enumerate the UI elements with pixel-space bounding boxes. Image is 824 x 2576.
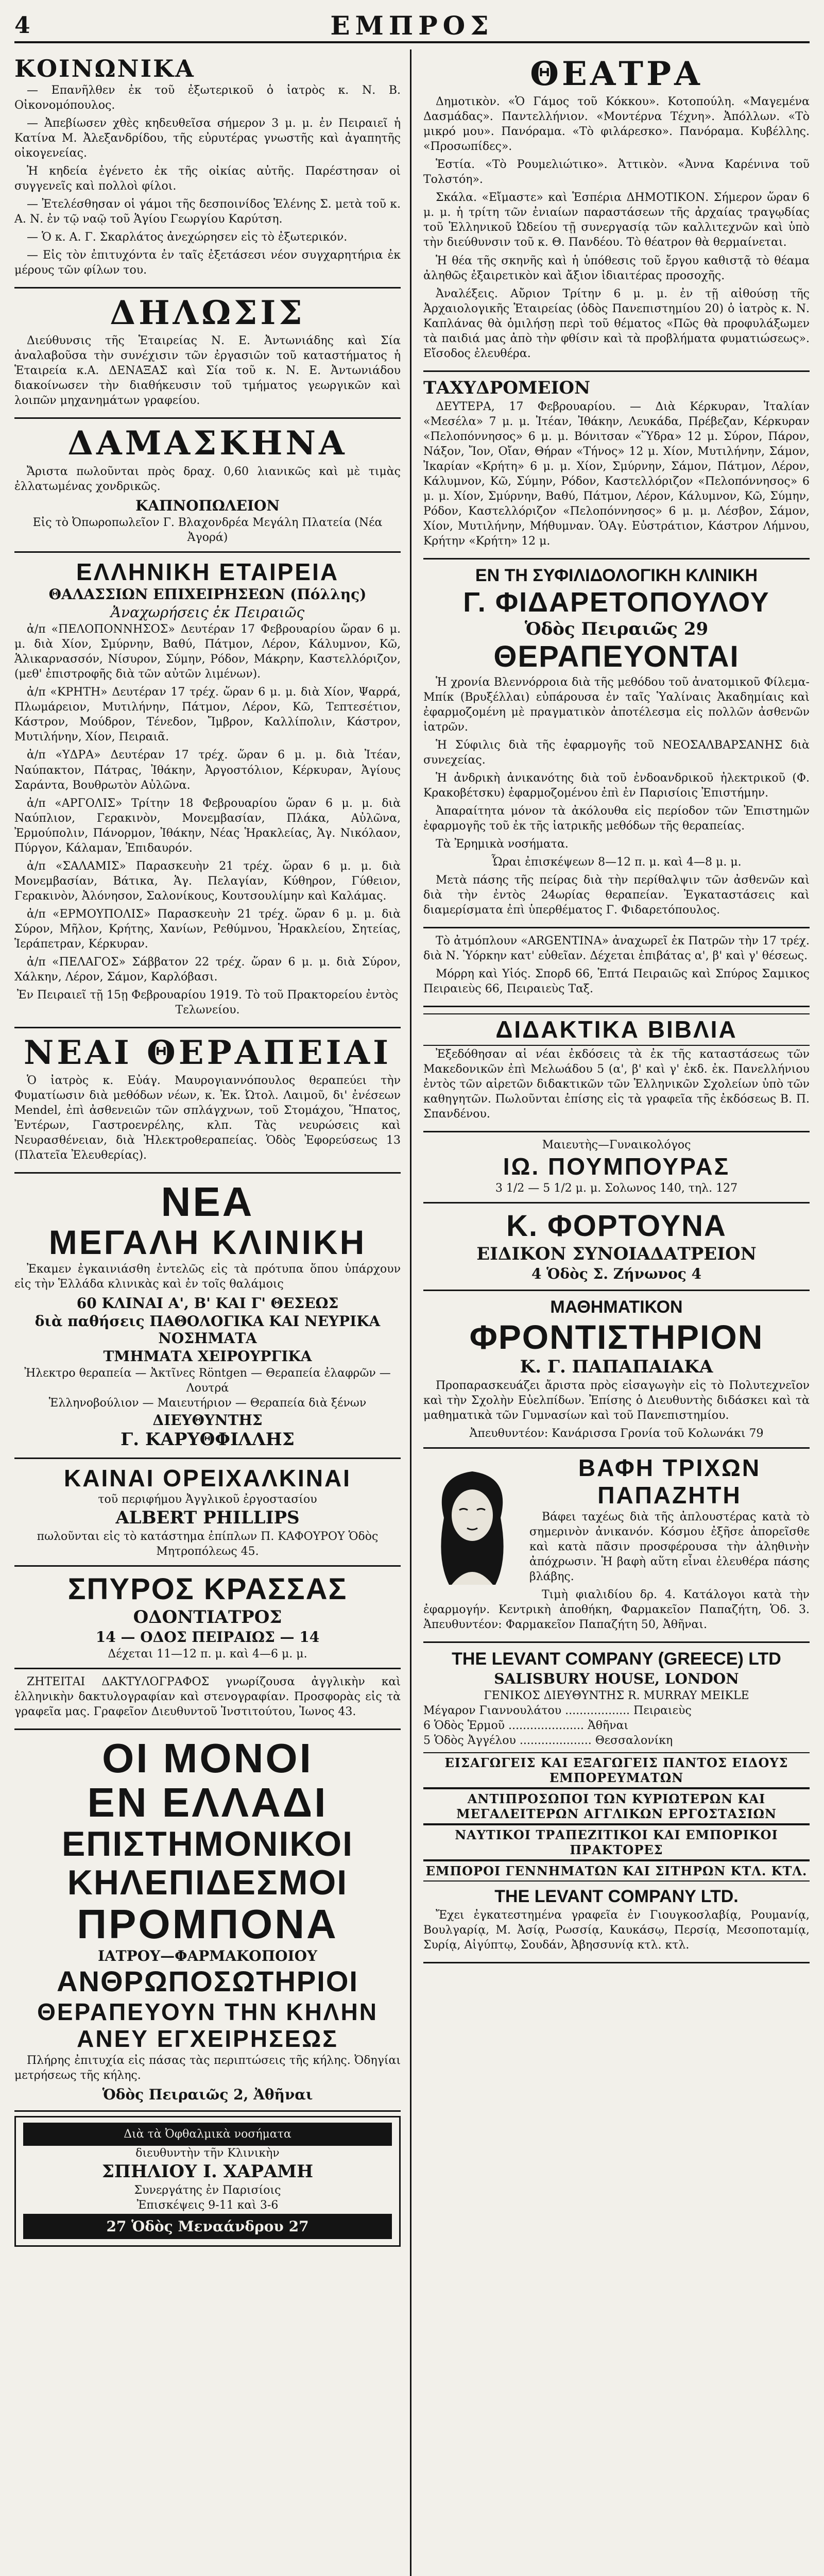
etaireia-title: ΕΛΛΗΝΙΚΗ ΕΤΑΙΡΕΙΑ	[76, 558, 339, 585]
levant-line3: ΝΑΥΤΙΚΟΙ ΤΡΑΠΕΖΙΤΙΚΟΙ ΚΑΙ ΕΜΠΟΡΙΚΟΙ ΠΡΑΚΤΟΡΕΣ	[423, 1824, 810, 1860]
promponas-no-surgery: ΑΝΕΥ ΕΓΧΕΙΡΗΣΕΩΣ	[77, 2025, 338, 2053]
poumpouras-hours: 3 1/2 — 5 1/2 μ. μ. Σολωνος 140, τηλ. 127	[495, 1181, 738, 1195]
kliniki-ad	[14, 1174, 401, 1459]
taxydromeion-title: ΤΑΧΥΔΡΟΜΕΙΟΝ	[423, 377, 591, 398]
levant-text: Ἔχει ἐγκατεστημένα γραφεῖα ἐν Γιουγκοσλαβίᾳ, Ρουμανίᾳ, Βουλγαρίᾳ, Μ. Ἀσίᾳ, Ρωσσίᾳ, Καυκάσῳ, Περσίᾳ, Μεσοποταμίᾳ, Συρίᾳ, Αἰγύπτῳ, Σουδάν, Ἀβησσυνίᾳ κτλ. κτλ.	[423, 1909, 810, 1952]
etaireia-note: Ἐν Πειραιεῖ τῇ 15ῃ Φεβρουαρίου 1919. Τὸ τοῦ Πρακτορείου ἐντὸς Τελωνείου.	[16, 988, 399, 1016]
koinonika-para: Ἡ κηδεία ἐγένετο ἐκ τῆς οἰκίας αὐτῆς. Παρέστησαν οἱ συγγενεῖς καὶ πολλοὶ φίλοι.	[14, 164, 401, 193]
etaireia-subtitle: ΘΑΛΑΣΣΙΩΝ ΕΠΙΧΕΙΡΗΣΕΩΝ (Πόλλης)	[48, 586, 367, 603]
charami-line3: Συνεργάτης ἐν Παρισίοις	[134, 2184, 281, 2197]
koinonika-para: — Ἀπεβίωσεν χθὲς κηδευθεῖσα σήμερον 3 μ. μ. ἐν Πειραιεῖ ἡ Κατίνα Μ. Ἀλεξανδρίδου, τῆς εὐρυτέρας γνωστῆς καὶ ἀγαπητῆς οἰκογενείας.	[14, 116, 401, 160]
etaireia-ad	[14, 553, 401, 1028]
vafi-title: ΒΑΦΗ ΤΡΙΧΩΝ	[578, 1454, 761, 1482]
theatra-para: Ἑστία. «Τὸ Ρουμελιώτικο». Ἀττικὸν. «Ἀννα Καρένινα τοῦ Τολστόη».	[423, 158, 810, 187]
clinic-para: Τὰ Ἐρημικὰ νοσήματα.	[436, 838, 569, 851]
sailing-entry: ἀ/π «ΥΔΡΑ» Δευτέραν 17 τρέχ. ὥραν 6 μ. μ. διὰ Ἰτέαν, Ναύπακτον, Πάτρας, Ἰθάκην, Ἀργοστόλιον, Κέρκυραν, Ἁγίους Σαράντα, Βουθρωτὸν Αὐλῶνα.	[14, 749, 401, 792]
frontistirion-title2: ΦΡΟΝΤΙΣΤΗΡΙΟΝ	[469, 1317, 764, 1356]
clinic-para: Ἀπαραίτητα μόνον τὰ ἀκόλουθα εἰς περίοδον τῶν Ἐπιστημῶν ἐφαρμογῆς τοῦ ἐκ τῆς ἰατρικῆς μεθόδων τῆς θεραπείας.	[423, 805, 810, 833]
vafi-subtitle: ΠΑΠΑΖΗΤΗ	[597, 1482, 742, 1509]
clinic-para: Ἡ Σύφιλις διὰ τῆς ἐφαρμογῆς τοῦ ΝΕΟΣΑΛΒΑΡΣΑΝΗΣ διὰ συνεχείας.	[423, 739, 810, 767]
clinic-para: Μετὰ πάσης τῆς πείρας διὰ τὴν περίθαλψιν τῶν ἀσθενῶν καὶ διὰ τὴν ἐντὸς 24ωρίας θεραπείαν. Ἐγκαταστάσεις καὶ διαμερίσματα ἐπὶ ὑπερθέματος Γ. Φιδαρετόπουλος.	[423, 874, 810, 917]
didaktika-text: Ἐξεδόθησαν αἱ νέαι ἐκδόσεις τὰ ἐκ τῆς καταστάσεως τῶν Μακεδονικῶν ἐπὶ Μελωάδου 5 (α', β' καὶ γ' ἐκδ. ἐκ. Πανελλήνιου ἐντὸς τῶν αἱρετῶν διδακτικῶν τῶν Ἑλληνικῶν Σχολείων ὑπὸ τῶν καθηγητῶν. Πωλοῦνται ἐπίσης εἰς τὰ γραφεῖα τῆς ἐκδόσεως Β. Π. Σπανδένου.	[423, 1048, 810, 1121]
clinic-para: Ἡ ἀνδρικὴ ἀνικανότης διὰ τοῦ ἐνδοανδρικοῦ ἠλεκτρικοῦ (Φ. Κρακοβέτσκυ) ἐφαρμοζομένου ἐπὶ ἐν Παρισίοις Ἐπιστήμην.	[423, 772, 810, 800]
promponas-anthropos: ΑΝΘΡΩΠΟΣΩΤΗΡΙΟΙ	[57, 1964, 358, 1997]
newspaper-name: ΕΜΠΡΟΣ	[330, 10, 494, 41]
poumpouras-name: ΙΩ. ΠΟΥΜΠΟΥΡΑΣ	[503, 1153, 730, 1180]
koinonika-body	[14, 83, 401, 278]
levant-office: 6 Ὁδὸς Ἑρμοῦ ..................... Ἀθῆναι	[423, 1719, 629, 1733]
clinic-body	[423, 675, 810, 918]
fortouna-subtitle: ΕΙΔΙΚΟΝ ΣΥΝΟΙΑΔΑΤΡΕΙΟΝ	[476, 1243, 757, 1264]
clinic-hours: Ὧραι ἐπισκέψεων 8—12 π. μ. καὶ 4—8 μ. μ.	[491, 856, 742, 869]
therapeiai-title: ΝΕΑΙ ΘΕΡΑΠΕΙΑΙ	[23, 1033, 392, 1072]
frontistirion-title1: ΜΑΘΗΜΑΤΙΚΟΝ	[550, 1297, 683, 1317]
promponas-ad	[14, 1730, 401, 2112]
kliniki-text: Ἐκαμεν ἐγκαινιάσθη ἐντελῶς εἰς τὰ πρότυπα ὅπου ὑπάρχουν εἰς τὴν Ἑλλάδα κλινικὰς καὶ ἐν τοῖς θαλάμοις	[14, 1263, 401, 1291]
masthead	[14, 10, 810, 43]
koinonika-section	[14, 49, 401, 289]
levant-office: Μέγαρον Γιαννουλάτου .................. Πειραιεὺς	[423, 1704, 692, 1718]
kliniki-title-new: ΝΕΑ	[161, 1179, 254, 1225]
damaskina-shop: ΚΑΠΝΟΠΩΛΕΙΟΝ	[135, 497, 280, 514]
kliniki-body	[14, 1262, 401, 1292]
poumpouras-title: Μαιευτὴς—Γυναικολόγος	[542, 1139, 691, 1152]
theatra-para: Ἀναλέξεις. Αὔριον Τρίτην 6 μ. μ. ἐν τῇ αἰθούσῃ τῆς Ἀρχαιολογικῆς Ἑταιρείας (ὁδὸς Πανεπιστημίου 20) ὁ ἰατρὸς κ. Ν. Καπλάνας θὰ ὁμιλήσῃ περὶ τοῦ θέματος «Πῶς θὰ προφυλάξωμεν τὰ παιδιά μας ἀπὸ τὴν φθίσιν καὶ τὰ προβλήματα φυματιώσεως». Εἴσοδος ἐλευθέρα.	[423, 287, 810, 360]
promponas-line2: ΕΝ ΕΛΛΑΔΙ	[87, 1780, 328, 1826]
daktylografos-ad	[14, 1669, 401, 1730]
levant-title2: THE LEVANT COMPANY LTD.	[494, 1887, 739, 1907]
krassas-name: ΣΠΥΡΟΣ ΚΡΑΣΣΑΣ	[67, 1572, 348, 1606]
charami-address: 27 Ὁδὸς Μεναάνδρου 27	[23, 2214, 392, 2239]
clinic-cure: ΘΕΡΑΠΕΥΟΝΤΑΙ	[493, 640, 740, 673]
promponas-address: Ὁδὸς Πειραιῶς 2, Ἀθῆναι	[102, 2086, 313, 2104]
sailing-entry: ἀ/π «ΑΡΓΟΛΙΣ» Τρίτην 18 Φεβρουαρίου ὥραν 6 μ. μ. διὰ Ναύπλιον, Γερακινὸν, Μονεμβασίαν, Πλάκα, Αὐλῶνα, Ἐρμούπολιν, Πάνορμον, Ἰθάκην, Νέας Ἡρακλείας, Ἁγ. Νικόλαον, Πύργον, Κάλαμαν, Ἐπιδαυρόν.	[14, 796, 401, 855]
kliniki-beds: 60 ΚΛΙΝΑΙ Α', Β' ΚΑΙ Γ' ΘΕΣΕΩΣ	[76, 1295, 339, 1312]
right-column	[423, 49, 810, 1963]
woman-portrait-icon	[423, 1456, 521, 1590]
dilosis-title: ΔΗΛΩΣΙΣ	[110, 293, 305, 332]
didaktika-body	[423, 1047, 810, 1122]
levant-title: THE LEVANT COMPANY (GREECE) LTD	[452, 1649, 781, 1669]
levant-line1: ΕΙΣΑΓΩΓΕΙΣ ΚΑΙ ΕΞΑΓΩΓΕΙΣ ΠΑΝΤΟΣ ΕΙΔΟΥΣ ΕΜΠΟΡΕΥΜΑΤΩΝ	[423, 1752, 810, 1788]
argentina-body	[423, 934, 810, 996]
argentina-agent: Μόρρη καὶ Υἱός. Σπορδ 66, Ἑπτά Πειραιῶς καὶ Σπύρος Σαμικος Πειραιεὺς 66, Πειραιεὺς Ταξ.	[423, 968, 810, 996]
fiddaretopoulos-ad	[423, 560, 810, 928]
oreichalkinai-brand: ALBERT PHILLIPS	[115, 1507, 300, 1529]
levant-line2: ΑΝΤΙΠΡΟΣΩΠΟΙ ΤΩΝ ΚΥΡΙΩΤΕΡΩΝ ΚΑΙ ΜΕΓΑΛΕΙΤΕΡΩΝ ΑΓΓΛΙΚΩΝ ΕΡΓΟΣΤΑΣΙΩΝ	[423, 1788, 810, 1824]
page-number: 4	[14, 12, 30, 39]
therapeiai-text: Ὁ ἰατρὸς κ. Εὐάγ. Μαυρογιαννόπουλος θεραπεύει τὴν Φυματίωσιν διὰ μεθόδων νέων, κ. Ἐκ. Ὠτολ. Λαιμοῦ, δι' ἐνέσεων Mendel, ἐπὶ ἀσθενειῶν τῶν σπλάγχνων, τοῦ Στομάχου, Ἥπατος, Ἐντέρων, Γαστροενρέλης, κλπ. Τὰς νευρώσεις καὶ Νευρασθένειαν, διὰ Ἠλεκτροθεραπείας. Ὁδὸς Ἐφορεύσεως 13 (Πλατεῖα Ἐλευθερίας).	[14, 1074, 401, 1162]
krassas-address: 14 — ΟΔΟΣ ΠΕΙΡΑΙΩΣ — 14	[95, 1629, 320, 1646]
damaskina-title: ΔΑΜΑΣΚΗΝΑ	[67, 424, 348, 463]
oreichalkinai-ad	[14, 1459, 401, 1567]
levant-house: SALISBURY HOUSE, LONDON	[494, 1670, 739, 1688]
argentina-ad	[423, 928, 810, 1007]
koinonika-title: ΚΟΙΝΩΝΙΚΑ	[14, 55, 195, 82]
damaskina-address: Εἰς τὸ Ὀπωροπωλεῖον Γ. Βλαχονδρέα Μεγάλη Πλατεία (Νέα Ἀγορά)	[32, 516, 383, 544]
frontistirion-director: Κ. Γ. ΠΑΠΑΠΑΙΑΚΑ	[520, 1357, 713, 1378]
frontistirion-address: Ἀπευθυντέον: Κανάρισσα Γρονία τοῦ Κολωνάκι 79	[469, 1427, 764, 1440]
argentina-text: Τὸ ἀτμόπλουν «ARGENTINA» ἀναχωρεῖ ἐκ Πατρῶν τὴν 17 τρέχ. διὰ Ν. Ὑόρκην κατ' εὐθεῖαν. Δέχεται ἐπιβάτας α', β' καὶ γ' θέσεως.	[423, 935, 810, 963]
clinic-doctor: Γ. ΦΙΔΑΡΕΤΟΠΟΥΛΟΥ	[463, 587, 770, 618]
frontistirion-ad	[423, 1291, 810, 1449]
taxydromeion-body	[423, 399, 810, 549]
promponas-line4: ΚΗΛΕΠΙΔΕΣΜΟΙ	[67, 1863, 348, 1902]
sailing-entry: ἀ/π «ΠΕΛΑΓΟΣ» Σάββατον 22 τρέχ. ὥραν 6 μ. μ. διὰ Σύρον, Χάλκην, Λέρον, Σάμον, Καρλόβασι.	[14, 955, 401, 984]
clinic-title: ΕΝ ΤΗ ΣΥΦΙΛΙΔΟΛΟΓΙΚΗ ΚΛΙΝΙΚΗ	[475, 566, 758, 586]
promponas-line1: ΟΙ ΜΟΝΟΙ	[102, 1735, 313, 1782]
oreichalkinai-text1: τοῦ περιφήμου Ἀγγλικοῦ ἐργοστασίου	[98, 1493, 317, 1506]
taxydromeion-section	[423, 372, 810, 560]
dilosis-text: Διεύθυνσις τῆς Ἑταιρείας Ν. Ε. Ἀντωνιάδης καὶ Σία ἀναλαβοῦσα τὴν συνέχισιν τῶν ἐργασιῶν τοῦ καταστήματος ἡ Ἑταιρεία κ.Α. ΔΕΝΑΞΑΣ καὶ Σία τοῦ κ. Ν. Ε. Ἀντωνιάδου διακοίνωσεν τὴν διαθήκευσιν τοῦ τμήματος γεωργικῶν καὶ λοιπῶν μηχανημάτων γραφείου.	[14, 334, 401, 408]
kliniki-dept: διὰ παθήσεις ΠΑΘΟΛΟΓΙΚΑ ΚΑΙ ΝΕΥΡΙΚΑ ΝΟΣΗΜΑΤΑ	[35, 1313, 381, 1347]
frontistirion-text: Προπαρασκευάζει ἄριστα πρὸς εἰσαγωγὴν εἰς τὸ Πολυτεχνεῖον καὶ τὴν Σχολὴν Εὐελπίδων. Ἐπίσης ὁ Διευθυντὴς διδάσκει καὶ τὰ μαθηματικὰ τῶν Γυμνασίων καὶ τοῦ Πανεπιστημίου.	[423, 1379, 810, 1422]
fortouna-address: 4 Ὁδὸς Σ. Ζήνωνος 4	[531, 1265, 702, 1282]
theatra-para: Δημοτικὸν. «Ὁ Γάμος τοῦ Κόκκου». Κοτοπούλη. «Μαγεμένα Δασμάδας». Παντελλήνιον. «Μοντέρνα Τέχνη». Ἀπόλλων. «Τὸ μικρό μου». Πανόραμα. «Τὸ φιλάρεσκο». Πανόραμα. Κυβέλλης. «Προσωπίδες».	[423, 95, 810, 154]
damaskina-text: Ἄριστα πωλοῦνται πρὸς δραχ. 0,60 λιανικῶς καὶ μὲ τιμὰς ἐλλατωμένας χονδρικῶς.	[14, 465, 401, 493]
theatra-body	[423, 94, 810, 361]
oreichalkinai-title: ΚΑΙΝΑΙ ΟΡΕΙΧΑΛΚΙΝΑΙ	[64, 1464, 351, 1492]
vafi-price: Τιμὴ φιαλιδίου δρ. 4. Κατάλογοι κατὰ τὴν ἐφαρμογήν. Κεντρικὴ ἀποθήκη, Φαρμακεῖον Παπαζήτη, Ὁδ. 3. Ἀπευθυντέον: Φαρμακεῖον Παπαζήτη 50, Ἀθῆναι.	[423, 1588, 810, 1631]
theatra-para: Ἡ θέα τῆς σκηνῆς καὶ ἡ ὑπόθεσις τοῦ ἔργου καθιστᾷ τὸ θέαμα ἀληθῶς ἐξαιρετικὸν καὶ ἄξιον ἰδιαιτέρας προσοχῆς.	[423, 254, 810, 282]
clinic-para: Ἡ χρονία Βλεννόρροια διὰ τῆς μεθόδου τοῦ ἀνατομικοῦ Φίλεμα-Μπίκ (Βρυξέλλαι) εὐπάρουσα ἐν ταῖς Ὑαλίναις Ἀκαδημίαις καὶ ἐφαρμοζομένη μὲ πραγματικὸν ἀποτέλεσμα εἰς πολλῶν ἀσθενῶν ἰατρῶν.	[423, 675, 810, 734]
therapeiai-body	[14, 1073, 401, 1163]
theatra-section	[423, 49, 810, 372]
left-column	[14, 49, 401, 2251]
damaskina-ad	[14, 419, 401, 552]
krassas-hours: Δέχεται 11—12 π. μ. καὶ 4—6 μ. μ.	[108, 1648, 307, 1661]
didaktika-ad	[423, 1007, 810, 1132]
didaktika-title: ΔΙΔΑΚΤΙΚΑ ΒΙΒΛΙΑ	[423, 1013, 810, 1046]
krassas-ad	[14, 1567, 401, 1669]
sailing-entry: ἀ/π «ΣΑΛΑΜΙΣ» Παρασκευὴν 21 τρέχ. ὥραν 6 μ. μ. διὰ Μονεμβασίαν, Βάτικα, Ἁγ. Πελαγίαν, Κύθηρον, Γύθειον, Γερακινὸν, Ἀλόνησον, Σαλονίκους, Κουτσουλίμην καὶ Καλάμας.	[14, 859, 401, 903]
promponas-body	[14, 2053, 401, 2083]
column-divider	[410, 49, 411, 2576]
levant-ad	[423, 1643, 810, 1963]
charami-line4: Ἐπισκέψεις 9-11 καὶ 3-6	[136, 2199, 279, 2212]
daktylografos-text	[14, 1674, 401, 1719]
frontistirion-body	[423, 1378, 810, 1423]
promponas-cure: ΘΕΡΑΠΕΥΟΥΝ ΤΗΝ ΚΗΛΗΝ	[37, 1998, 378, 2025]
promponas-name: ΠΡΟΜΠΟΝΑ	[77, 1901, 338, 1947]
charami-line2: διευθυντὴν τῆν Κλινικὴν	[135, 2147, 280, 2160]
promponas-profession: ΙΑΤΡΟΥ—ΦΑΡΜΑΚΟΠΟΙΟΥ	[97, 1947, 317, 1964]
kliniki-note: Ἑλληνοβούλιον — Μαιευτήριον — Θεραπεία διὰ ξένων	[48, 1397, 367, 1410]
koinonika-para: — Ἐτελέσθησαν οἱ γάμοι τῆς δεσποινίδος Ἑλένης Σ. μετὰ τοῦ κ. Α. Ν. ἐν τῷ ναῷ τοῦ Ἁγίου Γεωργίου Καρύτση.	[14, 197, 401, 226]
daktylografos-para: ΖΗΤΕΙΤΑΙ ΔΑΚΤΥΛΟΓΡΑΦΟΣ γνωρίζουσα ἀγγλικὴν καὶ ἑλληνικὴν δακτυλογραφίαν καὶ στενογραφίαν. Προσφορὰς εἰς τὰ γραφεῖα μας. Γραφεῖον Διευθυντοῦ Ἰνστιτούτου, Ἰωνος 43.	[14, 1675, 401, 1719]
charami-line1: Διὰ τὰ Ὀφθαλμικὰ νοσήματα	[23, 2123, 392, 2146]
sailing-entry: ἀ/π «ΕΡΜΟΥΠΟΛΙΣ» Παρασκευὴν 21 τρέχ. ὥραν 6 μ. μ. διὰ Σύρον, Μῆλον, Κρήτης, Χανίων, Ρεθύμνου, Ἡρακλείου, Σητείας, Ἱεράπετραν, Κέρκυραν.	[14, 907, 401, 951]
fortouna-name: Κ. ΦΟΡΤΟΥΝΑ	[506, 1209, 727, 1243]
dilosis-body	[14, 333, 401, 408]
koinonika-para: — Ὁ κ. Α. Γ. Σκαρλάτος ἀνεχώρησεν εἰς τὸ ἐξωτερικόν.	[27, 230, 348, 244]
sailing-entry: ἀ/π «ΚΡΗΤΗ» Δευτέραν 17 τρέχ. ὥραν 6 μ. μ. διὰ Χίον, Ψαρρά, Πλωμάρειον, Μυτιλήνην, Πάτμον, Λέρον, Κῶ, Τεπτεσέτιον, Κάστρον, Μούδρον, Τένεδον, Ἴμβρον, Καλλίπολιν, Κάστρον, Μυτιλήνην, Χίον, Πειραιᾶ.	[14, 686, 401, 744]
therapeiai-ad	[14, 1028, 401, 1174]
clinic-address: Ὁδὸς Πειραιῶς 29	[524, 618, 709, 639]
charami-name: ΣΠΗΛΙΟΥ Ι. ΧΑΡΑΜΗ	[101, 2161, 314, 2182]
etaireia-schedule	[14, 622, 401, 1018]
levant-office: 5 Ὁδὸς Ἀγγέλου .................... Θεσσαλονίκη	[423, 1734, 673, 1748]
kliniki-lab: Ἠλεκτρο θεραπεία — Ἀκτῖνες Röntgen — Θεραπεία ἐλαφρῶν — Λουτρά	[24, 1367, 391, 1395]
levant-director: ΓΕΝΙΚΟΣ ΔΙΕΥΘΥΝΤΗΣ R. MURRAY MEIKLE	[484, 1689, 749, 1703]
levant-body	[423, 1908, 810, 1953]
theatra-title: ΘΕΑΤΡΑ	[530, 55, 703, 93]
sailing-entry: ἀ/π «ΠΕΛΟΠΟΝΝΗΣΟΣ» Δευτέραν 17 Φεβρουαρίου ὥραν 6 μ. μ. διὰ Χίον, Σμύρνην, Βαθύ, Πάτμον, Λέρον, Κάλυμνον, Κῶ, Ἁλικαρνασσόν, Νίσυρον, Σύμην, Ρόδον, Μάκρην, Καστελλόριζον, (μεθ' ἐπιστροφῆς διὰ τῶν αὐτῶν λιμένων).	[14, 623, 401, 681]
damaskina-body	[14, 464, 401, 494]
etaireia-intro: Ἀναχωρήσεις ἐκ Πειραιῶς	[110, 604, 305, 621]
kliniki-director-label: ΔΙΕΥΘΥΝΤΗΣ	[152, 1412, 263, 1429]
theatra-para: Σκάλα. «Εἴμαστε» καὶ Ἑσπέρια ΔΗΜΟΤΙΚΟΝ. Σήμερον ὥραν 6 μ. μ. ἡ τρίτη τῶν ἐνιαίων παραστάσεων τῆς ἀρχαίας τραγῳδίας τοῦ Ἑλληνικοῦ Ὠδείου τῇ συνεργασίᾳ τῶν καλλιτεχνῶν καὶ ὑπὸ τὴν διεύθυνσιν τοῦ κ. Θ. Πανδέου. Τὸ θέατρον θὰ θερμαίνεται.	[423, 191, 810, 249]
vafi-ad	[423, 1449, 810, 1642]
kliniki-xray: ΤΜΗΜΑΤΑ ΧΕΙΡΟΥΡΓΙΚΑ	[103, 1348, 312, 1365]
taxydromeion-text: ΔΕΥΤΕΡΑ, 17 Φεβρουαρίου. — Διὰ Κέρκυραν, Ἰταλίαν «Μεσέλα» 7 μ. μ. Ἰτέαν, Ἰθάκην, Λευκάδα, Πρέβεζαν, Κέρκυραν «Πελοπόννησος» 6 μ. μ. Βόνιτσαν «Ὕδρα» 12 μ. Σύρον, Πάρον, Νάξον, Ἴον, Οἴαν, Θήραν «Τήνος» 12 μ. Χίον, Μυτιλήνην, Σάμον, Ἰκαρίαν «Κρήτη» 6 μ. μ. Χίον, Σμύρνην, Σάμον, Πάτμον, Λέρον, Κάλυμνον, Κῶ, Σύμην, Ρόδον, Καστελλόριζον «Πελοπόννησος» 6 μ. μ. Χίον, Σμύρνην, Βαθύ, Πάτμον, Λέρον, Κάλυμνον, Κῶ, Σύμην, Ρόδον, Καστελλόριζον «Πελοπόννησος» 6 μ. μ. Λέσβον, Σάμον, Χίον, Μυτιλήνην, Μήθυμναν. ὉΑγ. Εὐστράτιον, Κάστρον Λήμνου, Κρήτην «Κρήτη» 12 μ.	[423, 400, 810, 548]
vafi-text: Βάφει ταχέως διὰ τῆς ἀπλουστέρας κατὰ τὸ σημερινὸν ἀνικανόν. Κόσμου ἐξῆσε ἀπορεῖσθε καὶ κατὰ πᾶσιν προσφέρουσα τὴν ἀληθινὴν ἀπόχρωσιν. Ἡ βαφὴ αὕτη εἶναι ἐλευθέρα πάσης βλάβης.	[529, 1510, 810, 1583]
promponas-line3: ΕΠΙΣΤΗΜΟΝΙΚΟΙ	[61, 1824, 354, 1863]
charami-ad	[14, 2116, 401, 2247]
koinonika-para: — Εἰς τὸν ἐπιτυχόντα ἐν ταῖς ἐξετάσεσι νέον συγχαρητήρια ἐκ μέρους τῶν φίλων του.	[14, 248, 401, 277]
poumpouras-ad	[423, 1132, 810, 1204]
dilosis-ad	[14, 289, 401, 419]
levant-offices	[423, 1703, 810, 1748]
promponas-text: Πλήρης ἐπιτυχία εἰς πάσας τὰς περιπτώσεις τῆς κήλης. Ὀδηγίαι μετρήσεως τῆς κήλης.	[14, 2054, 401, 2082]
oreichalkinai-text2: πωλοῦνται εἰς τὸ κατάστημα ἐπίπλων Π. ΚΑΦΟΥΡΟΥ Ὁδὸς Μητροπόλεως 45.	[37, 1530, 379, 1558]
levant-line4: ΕΜΠΟΡΟΙ ΓΕΝΝΗΜΑΤΩΝ ΚΑΙ ΣΙΤΗΡΩΝ ΚΤΛ. ΚΤΛ.	[423, 1860, 810, 1882]
kliniki-title: ΜΕΓΑΛΗ ΚΛΙΝΙΚΗ	[48, 1223, 367, 1261]
fortouna-ad	[423, 1204, 810, 1291]
koinonika-para: — Επανῆλθεν ἐκ τοῦ ἐξωτερικοῦ ὁ ἰατρὸς κ. Ν. Β. Οἰκονομόπουλος.	[14, 83, 401, 112]
kliniki-director: Γ. ΚΑΡΥΘΦΙΛΛΗΣ	[121, 1429, 295, 1450]
krassas-profession: ΟΔΟΝΤΙΑΤΡΟΣ	[133, 1607, 282, 1628]
